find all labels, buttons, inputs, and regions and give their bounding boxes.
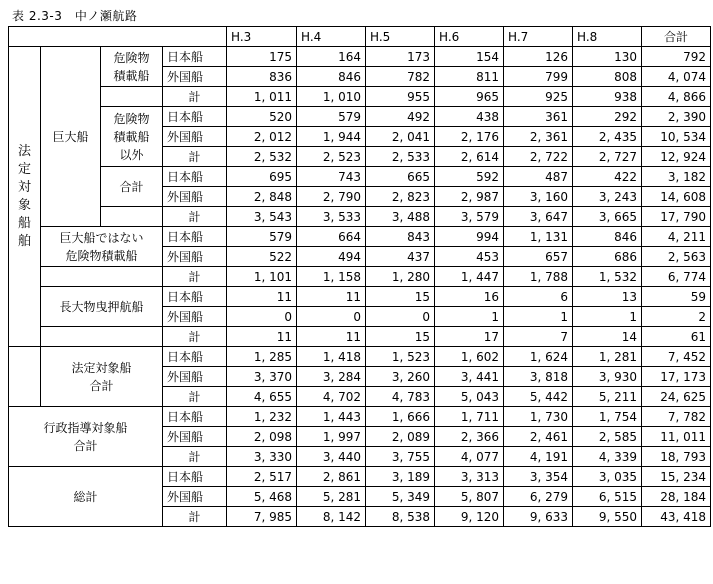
table-cell: 1, 447	[435, 267, 504, 287]
label-foreign-ship: 外国船	[163, 67, 227, 87]
header-year: H.6	[435, 27, 504, 47]
table-cell: 10, 534	[642, 127, 711, 147]
table-cell: 175	[227, 47, 297, 67]
table-cell: 5, 349	[366, 487, 435, 507]
label-japan-ship: 日本船	[163, 107, 227, 127]
label-foreign-ship: 外国船	[163, 187, 227, 207]
table-cell: 17, 173	[642, 367, 711, 387]
label-kyodaisen: 巨大船	[41, 47, 101, 227]
table-cell: 843	[366, 227, 435, 247]
table-cell: 7, 452	[642, 347, 711, 367]
label-subtotal: 計	[163, 507, 227, 527]
table-cell: 3, 818	[504, 367, 573, 387]
table-cell: 7, 782	[642, 407, 711, 427]
label-foreign-ship: 外国船	[163, 367, 227, 387]
table-cell: 1, 232	[227, 407, 297, 427]
table-cell: 2, 987	[435, 187, 504, 207]
table-cell: 836	[227, 67, 297, 87]
table-cell: 9, 633	[504, 507, 573, 527]
table-cell: 1, 666	[366, 407, 435, 427]
table-row	[9, 407, 711, 427]
table-cell: 5, 043	[435, 387, 504, 407]
table-cell: 126	[504, 47, 573, 67]
table-cell: 3, 441	[435, 367, 504, 387]
table-cell: 3, 440	[297, 447, 366, 467]
table-cell: 808	[573, 67, 642, 87]
table-cell: 2, 089	[366, 427, 435, 447]
table-cell: 492	[366, 107, 435, 127]
table-cell: 1, 788	[504, 267, 573, 287]
table-cell: 3, 284	[297, 367, 366, 387]
label-japan-ship: 日本船	[163, 347, 227, 367]
table-cell: 130	[573, 47, 642, 67]
table-row	[9, 267, 711, 287]
table-cell: 3, 260	[366, 367, 435, 387]
table-cell: 4, 866	[642, 87, 711, 107]
table-cell: 14	[573, 327, 642, 347]
table-cell: 3, 665	[573, 207, 642, 227]
table-cell: 657	[504, 247, 573, 267]
table-row	[9, 47, 711, 67]
table-cell: 1, 997	[297, 427, 366, 447]
table-cell: 2, 176	[435, 127, 504, 147]
table-cell: 164	[297, 47, 366, 67]
table-cell: 1, 281	[573, 347, 642, 367]
table-cell: 16	[435, 287, 504, 307]
label-japan-ship: 日本船	[163, 227, 227, 247]
label-japan-ship: 日本船	[163, 407, 227, 427]
label-subtotal: 計	[163, 87, 227, 107]
table-cell: 453	[435, 247, 504, 267]
table-cell: 18, 793	[642, 447, 711, 467]
label-sokei: 総計	[9, 467, 163, 527]
table-cell: 5, 211	[573, 387, 642, 407]
table-cell: 154	[435, 47, 504, 67]
table-cell: 1, 131	[504, 227, 573, 247]
table-cell: 965	[435, 87, 504, 107]
table-cell: 11	[297, 327, 366, 347]
table-cell: 11	[227, 327, 297, 347]
table-cell: 9, 550	[573, 507, 642, 527]
table-cell: 2	[642, 307, 711, 327]
table-row	[9, 327, 711, 347]
label-japan-ship: 日本船	[163, 47, 227, 67]
header-blank-cell	[9, 27, 227, 47]
table-cell: 2, 861	[297, 467, 366, 487]
table-cell: 2, 041	[366, 127, 435, 147]
table-cell: 1	[435, 307, 504, 327]
table-cell: 2, 461	[504, 427, 573, 447]
table-cell: 4, 077	[435, 447, 504, 467]
table-cell: 1, 101	[227, 267, 297, 287]
table-cell: 28, 184	[642, 487, 711, 507]
label-hotei-gokei: 法定対象船 合計	[41, 347, 163, 407]
table-cell: 592	[435, 167, 504, 187]
table-cell: 3, 313	[435, 467, 504, 487]
label-foreign-ship: 外国船	[163, 427, 227, 447]
table-cell: 3, 354	[504, 467, 573, 487]
label-hotei-taisho-senpaku: 法 定 対 象 船 舶	[9, 47, 41, 347]
table-row	[9, 287, 711, 307]
table-cell: 664	[297, 227, 366, 247]
table-cell: 3, 182	[642, 167, 711, 187]
table-caption: 表 2.3-3 中ノ瀬航路	[12, 9, 138, 23]
label-foreign-ship: 外国船	[163, 247, 227, 267]
blank-cell	[101, 87, 163, 107]
table-cell: 361	[504, 107, 573, 127]
table-cell: 3, 035	[573, 467, 642, 487]
table-cell: 3, 930	[573, 367, 642, 387]
table-cell: 438	[435, 107, 504, 127]
table-cell: 782	[366, 67, 435, 87]
table-cell: 494	[297, 247, 366, 267]
table-cell: 2, 533	[366, 147, 435, 167]
label-japan-ship: 日本船	[163, 167, 227, 187]
header-year: H.5	[366, 27, 435, 47]
table-cell: 8, 142	[297, 507, 366, 527]
table-cell: 1	[504, 307, 573, 327]
table-cell: 3, 330	[227, 447, 297, 467]
table-cell: 2, 390	[642, 107, 711, 127]
table-row	[9, 227, 711, 247]
table-cell: 846	[297, 67, 366, 87]
label-foreign-ship: 外国船	[163, 487, 227, 507]
table-cell: 1	[573, 307, 642, 327]
table-cell: 2, 722	[504, 147, 573, 167]
label-kiken-igai: 危険物 積載船 以外	[101, 107, 163, 167]
blank-cell	[41, 327, 163, 347]
blank-cell	[101, 207, 163, 227]
table-cell: 15	[366, 287, 435, 307]
table-cell: 1, 730	[504, 407, 573, 427]
table-cell: 11, 011	[642, 427, 711, 447]
blank-cell	[41, 267, 163, 287]
table-cell: 686	[573, 247, 642, 267]
table-cell: 3, 647	[504, 207, 573, 227]
table-cell: 1, 280	[366, 267, 435, 287]
table-cell: 2, 848	[227, 187, 297, 207]
table-cell: 579	[297, 107, 366, 127]
table-cell: 695	[227, 167, 297, 187]
table-cell: 43, 418	[642, 507, 711, 527]
table-cell: 3, 755	[366, 447, 435, 467]
table-cell: 6, 515	[573, 487, 642, 507]
table-cell: 2, 517	[227, 467, 297, 487]
table-cell: 665	[366, 167, 435, 187]
table-cell: 11	[227, 287, 297, 307]
table-cell: 6, 279	[504, 487, 573, 507]
table-cell: 2, 614	[435, 147, 504, 167]
table-cell: 6, 774	[642, 267, 711, 287]
table-cell: 743	[297, 167, 366, 187]
table-row	[9, 207, 711, 227]
table-cell: 3, 543	[227, 207, 297, 227]
table-cell: 3, 160	[504, 187, 573, 207]
table-cell: 422	[573, 167, 642, 187]
table-cell: 2, 823	[366, 187, 435, 207]
table-cell: 1, 711	[435, 407, 504, 427]
header-year: H.3	[227, 27, 297, 47]
label-chodai-eio: 長大物曳押航船	[41, 287, 163, 327]
table-cell: 520	[227, 107, 297, 127]
table-cell: 2, 098	[227, 427, 297, 447]
table-cell: 2, 727	[573, 147, 642, 167]
table-cell: 579	[227, 227, 297, 247]
table-cell: 1, 011	[227, 87, 297, 107]
table-cell: 1, 158	[297, 267, 366, 287]
table-cell: 925	[504, 87, 573, 107]
table-cell: 3, 533	[297, 207, 366, 227]
table-cell: 6	[504, 287, 573, 307]
table-cell: 955	[366, 87, 435, 107]
table-cell: 1, 532	[573, 267, 642, 287]
table-cell: 938	[573, 87, 642, 107]
table-cell: 11	[297, 287, 366, 307]
blank-cell	[9, 347, 41, 407]
table-cell: 3, 189	[366, 467, 435, 487]
table-cell: 5, 442	[504, 387, 573, 407]
table-cell: 13	[573, 287, 642, 307]
table-cell: 1, 624	[504, 347, 573, 367]
table-cell: 3, 579	[435, 207, 504, 227]
header-year: H.8	[573, 27, 642, 47]
header-total: 合計	[642, 27, 711, 47]
table-row	[9, 87, 711, 107]
table-cell: 61	[642, 327, 711, 347]
table-cell: 0	[297, 307, 366, 327]
table-cell: 4, 339	[573, 447, 642, 467]
table-cell: 3, 370	[227, 367, 297, 387]
label-non-kyodai-kiken: 巨大船ではない 危険物積載船	[41, 227, 163, 267]
label-subtotal: 計	[163, 327, 227, 347]
table-cell: 4, 655	[227, 387, 297, 407]
label-foreign-ship: 外国船	[163, 127, 227, 147]
table-cell: 24, 625	[642, 387, 711, 407]
table-row	[9, 467, 711, 487]
table-cell: 799	[504, 67, 573, 87]
table-cell: 173	[366, 47, 435, 67]
table-cell: 5, 807	[435, 487, 504, 507]
table-cell: 59	[642, 287, 711, 307]
table-cell: 15, 234	[642, 467, 711, 487]
table-cell: 2, 012	[227, 127, 297, 147]
header-year: H.4	[297, 27, 366, 47]
statistics-table	[8, 26, 711, 527]
table-cell: 994	[435, 227, 504, 247]
table-cell: 4, 783	[366, 387, 435, 407]
table-cell: 1, 944	[297, 127, 366, 147]
label-subtotal: 計	[163, 207, 227, 227]
table-cell: 2, 532	[227, 147, 297, 167]
table-cell: 2, 435	[573, 127, 642, 147]
label-kiken-sekisai: 危険物 積載船	[101, 47, 163, 87]
label-subtotal: 計	[163, 447, 227, 467]
label-gyosei-gokei: 行政指導対象船 合計	[9, 407, 163, 467]
table-row	[9, 107, 711, 127]
label-japan-ship: 日本船	[163, 467, 227, 487]
table-row	[9, 347, 711, 367]
label-subtotal: 計	[163, 387, 227, 407]
table-cell: 9, 120	[435, 507, 504, 527]
table-cell: 5, 468	[227, 487, 297, 507]
header-year: H.7	[504, 27, 573, 47]
table-cell: 811	[435, 67, 504, 87]
label-japan-ship: 日本船	[163, 287, 227, 307]
table-cell: 1, 602	[435, 347, 504, 367]
table-cell: 4, 702	[297, 387, 366, 407]
table-cell: 792	[642, 47, 711, 67]
table-cell: 17, 790	[642, 207, 711, 227]
table-cell: 1, 418	[297, 347, 366, 367]
table-cell: 7	[504, 327, 573, 347]
table-cell: 8, 538	[366, 507, 435, 527]
table-cell: 3, 488	[366, 207, 435, 227]
label-kyodaisen-total: 合計	[101, 167, 163, 207]
table-cell: 4, 074	[642, 67, 711, 87]
table-cell: 1, 754	[573, 407, 642, 427]
table-cell: 1, 523	[366, 347, 435, 367]
table-cell: 2, 523	[297, 147, 366, 167]
table-cell: 4, 211	[642, 227, 711, 247]
table-cell: 0	[227, 307, 297, 327]
table-cell: 437	[366, 247, 435, 267]
table-cell: 4, 191	[504, 447, 573, 467]
table-cell: 292	[573, 107, 642, 127]
table-cell: 2, 563	[642, 247, 711, 267]
table-cell: 2, 361	[504, 127, 573, 147]
table-cell: 2, 585	[573, 427, 642, 447]
table-cell: 846	[573, 227, 642, 247]
table-cell: 1, 443	[297, 407, 366, 427]
table-cell: 1, 285	[227, 347, 297, 367]
label-subtotal: 計	[163, 267, 227, 287]
table-cell: 14, 608	[642, 187, 711, 207]
label-subtotal: 計	[163, 147, 227, 167]
table-cell: 7, 985	[227, 507, 297, 527]
table-cell: 487	[504, 167, 573, 187]
table-cell: 2, 366	[435, 427, 504, 447]
table-cell: 15	[366, 327, 435, 347]
table-cell: 1, 010	[297, 87, 366, 107]
table-cell: 12, 924	[642, 147, 711, 167]
table-cell: 17	[435, 327, 504, 347]
table-row	[9, 167, 711, 187]
header-row	[9, 27, 711, 47]
table-cell: 5, 281	[297, 487, 366, 507]
table-cell: 0	[366, 307, 435, 327]
table-cell: 3, 243	[573, 187, 642, 207]
label-foreign-ship: 外国船	[163, 307, 227, 327]
table-cell: 2, 790	[297, 187, 366, 207]
table-cell: 522	[227, 247, 297, 267]
